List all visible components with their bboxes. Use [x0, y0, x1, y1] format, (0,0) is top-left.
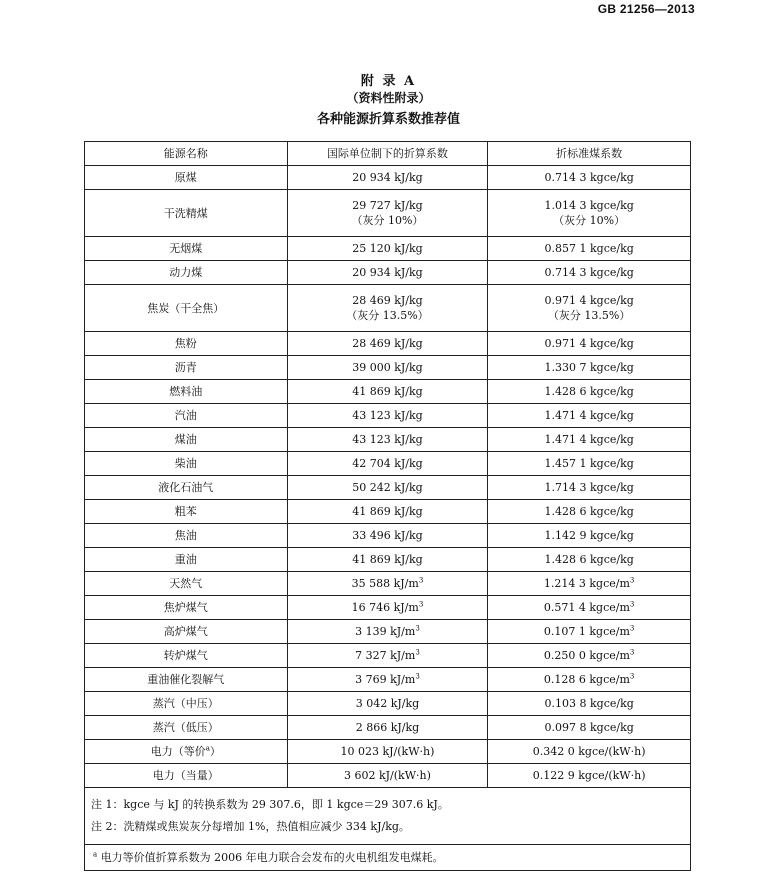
sce-factor-line	[488, 456, 690, 471]
si-factor-cell	[287, 764, 488, 788]
si-factor-line	[288, 696, 488, 711]
sce-factor-value: 1.471 4 kgce/kg	[544, 409, 634, 422]
energy-name-cell	[85, 764, 288, 788]
sce-factor-cell	[488, 668, 691, 692]
sce-factor-value: 0.103 8 kgce/kg	[544, 697, 634, 710]
energy-name: 煤油	[174, 433, 197, 446]
si-factor-value: 41 869 kJ/kg	[352, 505, 423, 518]
energy-name-cell	[85, 332, 288, 356]
si-factor-line	[288, 552, 488, 567]
si-factor-cell	[287, 380, 488, 404]
table-row	[85, 740, 691, 764]
si-factor-value: 28 469 kJ/kg	[352, 294, 423, 307]
si-factor-line	[288, 198, 488, 213]
si-factor-cell	[287, 692, 488, 716]
energy-name-cell	[85, 380, 288, 404]
sce-factor-cell	[488, 692, 691, 716]
sce-factor-cell	[488, 572, 691, 596]
sce-factor-line	[488, 198, 690, 213]
energy-name-cell	[85, 500, 288, 524]
si-factor-line	[288, 241, 488, 256]
si-factor-value: 43 123 kJ/kg	[352, 433, 423, 446]
sce-factor-line	[488, 241, 690, 256]
sce-factor-cell	[488, 524, 691, 548]
si-factor-cell	[287, 237, 488, 261]
si-factor-value: 3 139 kJ/m	[355, 625, 416, 638]
energy-name-cell	[85, 548, 288, 572]
sce-factor-cell	[488, 237, 691, 261]
sce-factor-ash-note: （灰分 10%）	[553, 214, 626, 227]
si-factor-cell	[287, 572, 488, 596]
table-row	[85, 716, 691, 740]
si-factor-line	[288, 293, 488, 308]
energy-name: 粗苯	[174, 505, 197, 518]
sce-factor-ash-note: （灰分 13.5%）	[547, 309, 631, 322]
energy-name: 焦炉煤气	[163, 601, 208, 614]
si-factor-line	[288, 360, 488, 375]
si-factor-cell	[287, 452, 488, 476]
si-factor-ash-note: （灰分 10%）	[351, 214, 424, 227]
si-factor-cell	[287, 428, 488, 452]
energy-name: 电力（等价	[150, 745, 206, 758]
sce-factor-value: 1.428 6 kgce/kg	[544, 385, 634, 398]
sce-factor-line	[488, 552, 690, 567]
footnote-ref: a	[205, 744, 210, 753]
sce-factor-value: 1.714 3 kgce/kg	[544, 481, 634, 494]
si-factor-line	[288, 576, 488, 591]
table-row	[85, 644, 691, 668]
si-factor-value: 50 242 kJ/kg	[352, 481, 423, 494]
si-factor-line	[288, 432, 488, 447]
energy-name-cell	[85, 596, 288, 620]
footnote-mark: a	[93, 850, 98, 859]
energy-name-cell	[85, 237, 288, 261]
sce-factor-value: 0.097 8 kgce/kg	[544, 721, 634, 734]
sce-factor-value: 0.714 3 kgce/kg	[544, 266, 634, 279]
si-factor-cell	[287, 596, 488, 620]
table-row	[85, 572, 691, 596]
table-header-row	[85, 142, 691, 166]
si-factor-cell	[287, 190, 488, 237]
energy-name-cell	[85, 476, 288, 500]
energy-name-cell	[85, 524, 288, 548]
sce-factor-line	[488, 408, 690, 423]
sce-factor-value: 0.714 3 kgce/kg	[544, 171, 634, 184]
si-factor-value: 39 000 kJ/kg	[352, 361, 423, 374]
sce-factor-cell	[488, 716, 691, 740]
sce-factor-line	[488, 170, 690, 185]
si-factor-cell	[287, 644, 488, 668]
notes-cell	[85, 788, 691, 845]
sce-factor-line	[488, 293, 690, 308]
si-factor-line	[288, 408, 488, 423]
unit-superscript: 3	[415, 672, 420, 681]
sce-factor-line	[488, 384, 690, 399]
table-row	[85, 548, 691, 572]
energy-name: 原煤	[174, 171, 197, 184]
energy-name: 天然气	[169, 577, 203, 590]
si-factor-line	[288, 265, 488, 280]
energy-name-cell	[85, 404, 288, 428]
sce-factor-value: 1.471 4 kgce/kg	[544, 433, 634, 446]
table-row	[85, 476, 691, 500]
si-factor-value: 28 469 kJ/kg	[352, 337, 423, 350]
energy-name-cell	[85, 620, 288, 644]
note-2: 注 2：洗精煤或焦炭灰分每增加 1%，热值相应减少 334 kJ/kg。	[91, 820, 410, 833]
sce-factor-value: 1.428 6 kgce/kg	[544, 505, 634, 518]
sce-factor-cell	[488, 620, 691, 644]
energy-name-cell	[85, 190, 288, 237]
sce-factor-line	[488, 768, 690, 783]
si-factor-value: 16 746 kJ/m	[351, 601, 419, 614]
si-factor-line	[288, 600, 488, 615]
energy-name: 重油催化裂解气	[147, 673, 225, 686]
energy-name: 焦粉	[174, 337, 197, 350]
sce-factor-value: 1.142 9 kgce/kg	[544, 529, 634, 542]
energy-name-cell	[85, 452, 288, 476]
unit-superscript: 3	[629, 600, 635, 609]
sce-factor-value: 1.214 3 kgce/m	[543, 577, 630, 590]
energy-name: 无烟煤	[169, 242, 203, 255]
table-row	[85, 190, 691, 237]
header-energy-name: 能源名称	[85, 142, 288, 166]
energy-name: 燃料油	[169, 385, 203, 398]
sce-factor-cell	[488, 764, 691, 788]
table-row	[85, 500, 691, 524]
si-factor-cell	[287, 285, 488, 332]
sce-factor-cell	[488, 285, 691, 332]
si-factor-value: 41 869 kJ/kg	[352, 553, 423, 566]
energy-name-cell	[85, 644, 288, 668]
si-factor-line	[288, 624, 488, 639]
si-factor-value: 3 602 kJ/(kW·h)	[343, 769, 431, 782]
table-row	[85, 404, 691, 428]
table-row	[85, 764, 691, 788]
si-factor-value: 29 727 kJ/kg	[352, 199, 423, 212]
header-sce-factor: 折标准煤系数	[488, 142, 691, 166]
sce-factor-cell	[488, 404, 691, 428]
table-row	[85, 668, 691, 692]
sce-factor-line	[488, 432, 690, 447]
si-factor-line	[288, 648, 488, 663]
energy-name: 动力煤	[169, 266, 203, 279]
table-row	[85, 166, 691, 190]
table-row	[85, 692, 691, 716]
sce-factor-value: 0.107 1 kgce/m	[543, 625, 630, 638]
sce-factor-cell	[488, 548, 691, 572]
si-factor-value: 41 869 kJ/kg	[352, 385, 423, 398]
unit-superscript: 3	[415, 624, 420, 633]
sce-factor-cell	[488, 596, 691, 620]
si-factor-ash-note: （灰分 13.5%）	[346, 309, 429, 322]
si-factor-value: 10 023 kJ/(kW·h)	[340, 745, 435, 758]
energy-name-cell	[85, 692, 288, 716]
si-factor-cell	[287, 620, 488, 644]
energy-name: 重油	[174, 553, 197, 566]
sce-factor-value: 0.342 0 kgce/(kW·h)	[532, 745, 646, 758]
energy-name: 电力（当量）	[152, 769, 219, 782]
table-body	[85, 166, 691, 788]
appendix-type: （资料性附录）	[346, 91, 431, 105]
sce-factor-line	[488, 528, 690, 543]
notes-row	[85, 788, 691, 845]
si-factor-cell	[287, 476, 488, 500]
si-factor-cell	[287, 356, 488, 380]
energy-name: 转炉煤气	[163, 649, 208, 662]
si-factor-line	[288, 384, 488, 399]
sce-factor-cell	[488, 644, 691, 668]
energy-name: 蒸汽（中压）	[152, 697, 219, 710]
si-factor-line	[288, 672, 488, 687]
standard-number: GB 21256—2013	[597, 2, 695, 16]
unit-superscript: 3	[629, 648, 635, 657]
unit-superscript: 3	[418, 600, 424, 609]
si-factor-value: 25 120 kJ/kg	[352, 242, 423, 255]
energy-name-cell	[85, 668, 288, 692]
energy-name-cell	[85, 716, 288, 740]
sce-factor-value: 0.250 0 kgce/m	[543, 649, 630, 662]
si-factor-value: 2 866 kJ/kg	[355, 721, 420, 734]
table-row	[85, 332, 691, 356]
sce-factor-value: 1.330 7 kgce/kg	[544, 361, 634, 374]
energy-name-cell	[85, 572, 288, 596]
energy-name-cell	[85, 740, 288, 764]
table-row	[85, 452, 691, 476]
si-factor-cell	[287, 261, 488, 285]
energy-name-cell	[85, 428, 288, 452]
sce-factor-line	[488, 624, 690, 639]
sce-factor-value: 0.571 4 kgce/m	[543, 601, 630, 614]
sce-factor-cell	[488, 740, 691, 764]
sce-factor-cell	[488, 261, 691, 285]
sce-factor-cell	[488, 166, 691, 190]
sce-factor-line	[488, 648, 690, 663]
si-factor-cell	[287, 668, 488, 692]
si-factor-line	[288, 528, 488, 543]
table-row	[85, 356, 691, 380]
sce-factor-line	[488, 600, 690, 615]
sce-factor-line	[488, 744, 690, 759]
table-row	[85, 380, 691, 404]
si-factor-value: 35 588 kJ/m	[351, 577, 419, 590]
si-factor-line	[288, 744, 488, 759]
sce-factor-cell	[488, 428, 691, 452]
si-factor-value: 42 704 kJ/kg	[352, 457, 423, 470]
si-factor-value: 20 934 kJ/kg	[352, 171, 423, 184]
unit-superscript: 3	[629, 576, 635, 585]
energy-name: 沥青	[174, 361, 197, 374]
energy-name: 焦炭（干全焦）	[147, 301, 225, 315]
energy-name: 高炉煤气	[163, 625, 208, 638]
sce-factor-line	[488, 720, 690, 735]
energy-name: 蒸汽（低压）	[152, 721, 219, 734]
sce-factor-line	[488, 576, 690, 591]
sce-factor-cell	[488, 190, 691, 237]
sce-factor-cell	[488, 356, 691, 380]
sce-factor-line	[488, 360, 690, 375]
footnote-cell	[85, 845, 691, 871]
table-row	[85, 596, 691, 620]
sce-factor-cell	[488, 500, 691, 524]
si-factor-value: 3 769 kJ/m	[355, 673, 416, 686]
sce-factor-value: 0.971 4 kgce/kg	[544, 337, 634, 350]
si-factor-line	[288, 480, 488, 495]
footnote-row	[85, 845, 691, 871]
sce-factor-cell	[488, 452, 691, 476]
sce-factor-cell	[488, 380, 691, 404]
footnote-text: 电力等价值折算系数为 2006 年电力联合会发布的火电机组发电煤耗。	[100, 851, 444, 864]
sce-factor-cell	[488, 476, 691, 500]
sce-factor-value: 1.014 3 kgce/kg	[544, 199, 634, 212]
sce-factor-value: 0.857 1 kgce/kg	[544, 242, 634, 255]
sce-factor-line	[488, 480, 690, 495]
conversion-table	[84, 141, 691, 871]
si-factor-cell	[287, 548, 488, 572]
appendix-title: 各种能源折算系数推荐值	[316, 112, 460, 127]
table-row	[85, 524, 691, 548]
energy-name: 焦油	[174, 529, 197, 542]
sce-factor-line	[488, 336, 690, 351]
table-row	[85, 620, 691, 644]
header-si-factor: 国际单位制下的折算系数	[287, 142, 488, 166]
energy-name: 汽油	[174, 409, 197, 422]
energy-name-cell	[85, 166, 288, 190]
si-factor-line	[288, 170, 488, 185]
energy-name: 液化石油气	[158, 481, 214, 494]
unit-superscript: 3	[629, 624, 635, 633]
sce-factor-line	[488, 504, 690, 519]
appendix-label: 附 录 A	[360, 74, 417, 89]
si-factor-cell	[287, 524, 488, 548]
energy-name: 柴油	[174, 457, 197, 470]
energy-name-cell	[85, 285, 288, 332]
note-1: 注 1：kgce 与 kJ 的转换系数为 29 307.6，即 1 kgce＝29 307.6 kJ。	[91, 798, 449, 811]
sce-factor-line	[488, 265, 690, 280]
unit-superscript: 3	[629, 672, 635, 681]
sce-factor-value: 1.428 6 kgce/kg	[544, 553, 634, 566]
table-row	[85, 237, 691, 261]
si-factor-cell	[287, 332, 488, 356]
energy-name: 干洗精煤	[163, 206, 208, 220]
sce-factor-value: 0.971 4 kgce/kg	[544, 294, 634, 307]
si-factor-cell	[287, 740, 488, 764]
si-factor-cell	[287, 404, 488, 428]
unit-superscript: 3	[415, 648, 420, 657]
sce-factor-value: 1.457 1 kgce/kg	[544, 457, 634, 470]
table-row	[85, 428, 691, 452]
sce-factor-value: 0.128 6 kgce/m	[543, 673, 630, 686]
si-factor-value: 20 934 kJ/kg	[352, 266, 423, 279]
si-factor-line	[288, 768, 488, 783]
si-factor-cell	[287, 166, 488, 190]
si-factor-line	[288, 456, 488, 471]
si-factor-value: 3 042 kJ/kg	[355, 697, 420, 710]
energy-name-cell	[85, 356, 288, 380]
si-factor-cell	[287, 716, 488, 740]
table-row	[85, 285, 691, 332]
sce-factor-line	[488, 696, 690, 711]
sce-factor-cell	[488, 332, 691, 356]
sce-factor-value: 0.122 9 kgce/(kW·h)	[532, 769, 646, 782]
energy-name-cell	[85, 261, 288, 285]
energy-name-tail: ）	[209, 745, 221, 758]
table-row	[85, 261, 691, 285]
si-factor-line	[288, 336, 488, 351]
si-factor-cell	[287, 500, 488, 524]
si-factor-line	[288, 504, 488, 519]
unit-superscript: 3	[418, 576, 424, 585]
sce-factor-line	[488, 672, 690, 687]
si-factor-value: 33 496 kJ/kg	[352, 529, 423, 542]
si-factor-value: 7 327 kJ/m	[355, 649, 416, 662]
si-factor-value: 43 123 kJ/kg	[352, 409, 423, 422]
si-factor-line	[288, 720, 488, 735]
